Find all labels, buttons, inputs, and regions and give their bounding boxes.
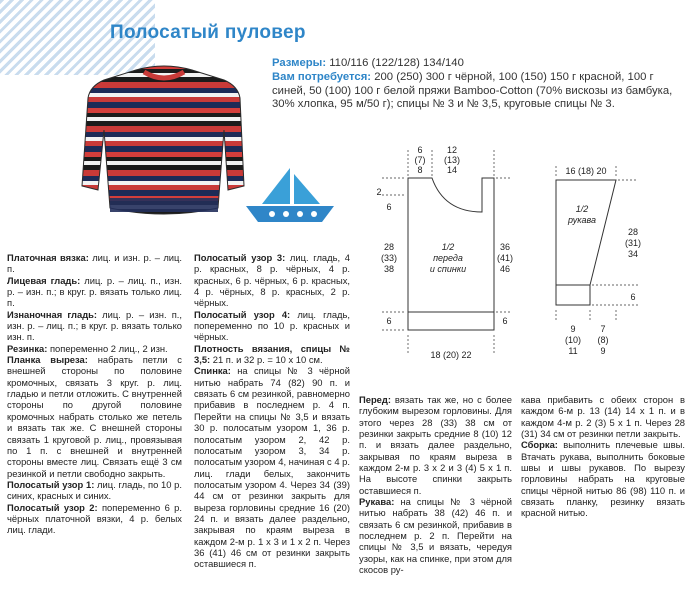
- sleeve-length-2: (31): [624, 238, 642, 248]
- materials-label: Вам потребуется:: [272, 71, 372, 83]
- paragraph: [194, 309, 350, 343]
- definition: лиц. гладь, 4 р. красных, 8 р. чёрных, 4 р. красных, 6 р. чёрных, 6 р. красных, 4 р. чёрных, 8 р. красных, 2 р. чёрных.: [194, 252, 350, 309]
- paragraph: [521, 439, 685, 518]
- front-right-height-1: 36: [499, 242, 511, 252]
- front-left-height-1: 28: [383, 242, 395, 252]
- paragraph: [194, 365, 350, 569]
- term: Полосатый узор 1:: [7, 478, 95, 490]
- sweater-ribbing: [110, 198, 218, 212]
- term: Полосатый узор 2:: [7, 501, 98, 513]
- materials-line-3: 30% хлопка, 95 м/50 г); спицы № 3 и № 3,5, круговые спицы № 3.: [272, 98, 615, 111]
- sleeve-bottom-left-1: 9: [570, 324, 576, 334]
- definition: на спицы № 3 чёрной нитью набрать 38 (42) 46 п. и связать 6 см резинкой, прибавив в последнем р. 2 п. Перейти на спицы № 3,5 и вязать, чередуя узоры, как на спинке, при этом для скосов ру-: [359, 496, 512, 576]
- front-rib-right: 6: [502, 316, 508, 326]
- sleeve-bottom-right-3: 9: [600, 346, 606, 356]
- term: Спинка:: [194, 365, 231, 377]
- page-title: Полосатый пуловер: [110, 22, 306, 43]
- definition: лиц. р. – изн. п., изн. р. – лиц. п.; в круг. р. вязать только изн. п.: [7, 308, 182, 343]
- paragraph: [7, 252, 182, 275]
- front-armhole: 6: [386, 202, 392, 212]
- paragraph: [7, 309, 182, 343]
- sweater-photo: [78, 58, 250, 230]
- paragraph: [7, 275, 182, 309]
- front-label-2: переда: [433, 253, 463, 263]
- term: Перед:: [359, 394, 391, 405]
- paragraph: [359, 496, 512, 575]
- front-top-right-2: (13): [443, 155, 461, 165]
- front-rib-left: 6: [386, 316, 392, 326]
- front-back-schematic: [352, 140, 522, 365]
- materials-block: [272, 71, 684, 112]
- instructions-column-4: [521, 394, 685, 519]
- paragraph: [7, 343, 182, 354]
- term: Полосатый узор 4:: [194, 308, 291, 320]
- term: Плотность вязания, спицы № 3,5:: [194, 342, 350, 366]
- front-right-height-3: 46: [499, 264, 511, 274]
- front-label-1: 1/2: [441, 242, 455, 252]
- term: Изнаночная гладь:: [7, 308, 98, 320]
- term: Рукава:: [359, 496, 395, 508]
- front-top-right-1: 12: [446, 145, 458, 155]
- front-left-height-3: 38: [383, 264, 395, 274]
- instructions-column-1: [7, 252, 182, 536]
- paragraph: [194, 343, 350, 366]
- definition: вязать так же, но с более глубоким вырезом горловины. Для этого через 28 (33) 38 см от резинки закрыть средние 8 (10) 12 п. и вязать далее раздельно, закрывая по краям выреза в каждом 2-м р. 3 x 2 и 3 (4) 5 x 1 п. На высоте спинки закрыть оставшиеся п.: [359, 394, 512, 496]
- definition: попеременно 6 р. чёрных платочной вязки, 4 р. белых лиц. глади.: [7, 501, 182, 536]
- term: Сборка:: [521, 439, 558, 451]
- front-neck-depth: 2: [376, 187, 382, 197]
- paragraph: [359, 394, 512, 496]
- definition: на спицы № 3 чёрной нитью набрать 74 (82) 90 п. и связать 6 см резинкой, равномерно прибавив в последнем р. 4 п. Перейти на спицы № 3,5 и вязать 30 р. полосатым узором 1, 36 р. полосатым узором 2, 42 р. полосатым узором 3, 34 р. полосатым узором 4, начиная с 4 р. лиц. глади белых, закончить полосатым узором 4. Через 34 (39) 44 см от резинки закрыть для выреза горловины средние 16 (20) 24 п. и вязать далее раздельно, закрывая по краям выреза в каждом 2-м р. 1 x 3 и 1 x 2 п. Через 36 (41) 46 см от резинки закрыть оставшиеся п.: [194, 365, 350, 570]
- definition: лиц. р. – лиц. п., изн. р. – изн. п.; в круг. р. вязать только лиц. п.: [7, 274, 182, 309]
- paragraph: [194, 252, 350, 309]
- term: Платочная вязка:: [7, 252, 89, 263]
- term: Резинка:: [7, 342, 48, 354]
- definition: кава прибавить с обеих сторон в каждом 6-м р. 13 (14) 14 x 1 п. и в каждом 4-м р. 2 (3) 5 x 1 п. Через 28 (31) 34 см от резинки петли закрыть.: [521, 394, 685, 440]
- sleeve-schematic: [528, 160, 678, 365]
- sleeve-top: 16 (18) 20: [565, 166, 607, 176]
- definition: 21 п. и 32 р. = 10 x 10 см.: [210, 354, 323, 366]
- sleeve-bottom-right-1: 7: [600, 324, 606, 334]
- sleeve-label-1: 1/2: [575, 204, 589, 214]
- front-label-3: и спинки: [429, 264, 467, 274]
- term: Планка выреза:: [7, 354, 88, 366]
- front-top-left-3: 8: [417, 165, 423, 175]
- boat-icon: [236, 166, 344, 224]
- definition: лиц. и изн. р. – лиц. п.: [7, 252, 182, 275]
- definition: лиц. гладь, по 10 р. синих, красных и синих.: [7, 478, 182, 502]
- definition: выполнить плечевые швы. Втачать рукава, выполнить боковые швы и швы рукавов. По вырезу горловины набрать на круговые спицы чёрной нитью 86 (98) 110 п. и связать планку, резинку вязать красной нитью.: [521, 439, 685, 519]
- definition: лиц. гладь, попеременно по 10 р. красных и чёрных.: [194, 308, 350, 343]
- paragraph: [7, 502, 182, 536]
- term: Полосатый узор 3:: [194, 252, 286, 263]
- paragraph: [7, 354, 182, 479]
- front-width: 18 (20) 22: [430, 350, 472, 360]
- front-top-left-2: (7): [414, 155, 426, 165]
- definition: набрать петли с внешней стороны по половине кромочных, связать 3 круг. р. лиц. гладью и петли отложить. С внутренней стороны по другой половине кромочных набрать столько же петель и вязать так же. С внешней стороны связать 1 круговой р. лиц., провязывая по 1 п. с внешней и внутренней стороны вместе лиц. Связать ещё 3 см резинкой и петли свободно закрыть.: [7, 354, 182, 479]
- instructions-column-3: [359, 394, 512, 576]
- paragraph: [7, 479, 182, 502]
- sleeve-bottom-right-2: (8): [597, 335, 609, 345]
- sizes-line: [272, 57, 684, 71]
- sleeve-rib: 6: [630, 292, 636, 302]
- term: Лицевая гладь:: [7, 274, 81, 286]
- sleeve-length-1: 28: [627, 227, 639, 237]
- paragraph: [521, 394, 685, 439]
- front-right-height-2: (41): [496, 253, 514, 263]
- front-top-left-1: 6: [417, 145, 423, 155]
- sizes-label: Размеры:: [272, 57, 327, 69]
- definition: попеременно 2 лиц., 2 изн.: [47, 342, 168, 354]
- front-top-right-3: 14: [446, 165, 458, 175]
- front-left-height-2: (33): [380, 253, 398, 263]
- sleeve-length-3: 34: [627, 249, 639, 259]
- sleeve-label-2: рукава: [568, 215, 596, 225]
- materials-line-2: синей, 50 (100) 100 г белой пряжи Bamboo-Cotton (70% вискозы из бамбука,: [272, 84, 673, 97]
- materials-line-1: 200 (250) 300 г чёрной, 100 (150) 150 г красной, 100 г: [374, 71, 654, 83]
- sizes-value: 110/116 (122/128) 134/140: [329, 57, 464, 69]
- instructions-column-2: [194, 252, 350, 570]
- sleeve-bottom-left-3: 11: [568, 346, 578, 356]
- sleeve-bottom-left-2: (10): [564, 335, 582, 345]
